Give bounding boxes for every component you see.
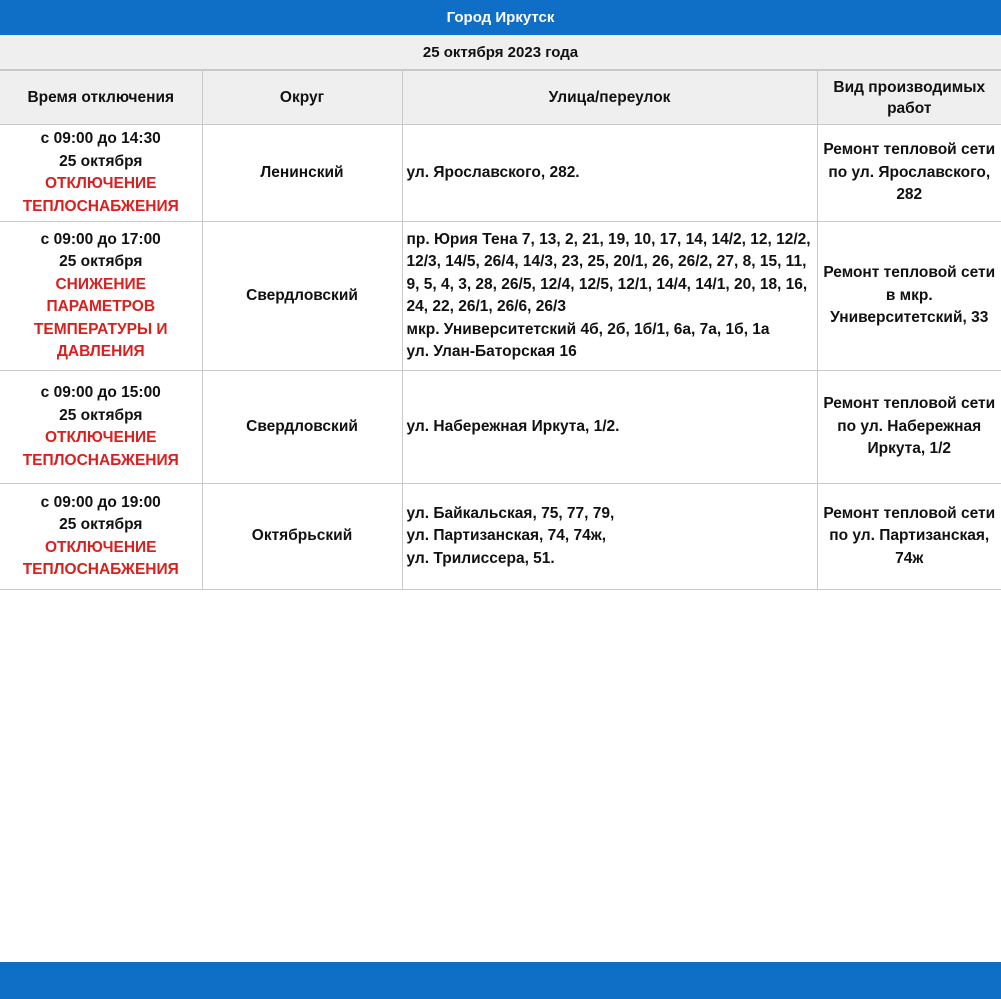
outage-day: 25 октября: [59, 152, 143, 170]
outage-day: 25 октября: [59, 406, 143, 424]
street-cell: [402, 125, 817, 222]
outage-time-cell: [0, 222, 202, 371]
column-header-work: Вид производимых работ: [817, 71, 1001, 125]
table-row: [0, 222, 1001, 371]
outage-time-cell: [0, 371, 202, 484]
table-row: [0, 484, 1001, 590]
street-line: ул. Трилиссера, 51.: [406, 549, 555, 567]
street-line: ул. Набережная Иркута, 1/2.: [406, 417, 620, 435]
outage-status: СНИЖЕНИЕ: [55, 275, 147, 293]
outage-status: ТЕПЛОСНАБЖЕНИЯ: [22, 561, 179, 578]
street-line: ул. Байкальская, 75, 77, 79,: [406, 504, 615, 522]
district-cell: Свердловский: [202, 222, 402, 371]
schedule-date: 25 октября 2023 года: [0, 35, 1001, 70]
time-range: с 09:00 до 14:30: [40, 130, 161, 147]
street-line: ул. Партизанская, 74, 74ж,: [406, 527, 607, 545]
work-type-cell: Ремонт тепловой сети по ул. Ярославского, 282: [817, 125, 1001, 222]
street-line: ул. Улан-Баторская 16: [406, 343, 577, 360]
table-row: [0, 125, 1001, 222]
table-row: [0, 371, 1001, 484]
street-cell: [402, 222, 817, 371]
district-cell: Ленинский: [202, 125, 402, 222]
street-line: пр. Юрия Тена 7, 13, 2, 21, 19, 10, 17, 14, 14/2, 12, 12/2, 12/3, 14/5, 26/4, 14/3, 23, 25, 20/1, 26, 26/2, 27, 8, 15, 11, 9, 5, 4, 3, 28, 26/5, 12/4, 12/5, 12/1, 14/4, 14/1, 20, 18, 16, 24, 22, 26/1, 26/6, 26/3: [406, 230, 811, 315]
footer-bar: [0, 962, 1001, 999]
time-range: с 09:00 до 19:00: [40, 493, 161, 511]
time-range: с 09:00 до 15:00: [40, 384, 161, 401]
column-header-district: Округ: [202, 71, 402, 125]
outage-status: ОТКЛЮЧЕНИЕ: [44, 175, 157, 192]
work-type-cell: Ремонт тепловой сети в мкр. Университетский, 33: [817, 222, 1001, 371]
outage-status: ПАРАМЕТРОВ: [46, 298, 156, 315]
outage-time-cell: [0, 484, 202, 590]
column-header-street: Улица/переулок: [402, 71, 817, 125]
street-cell: [402, 371, 817, 484]
outage-status: ОТКЛЮЧЕНИЕ: [44, 538, 157, 556]
district-cell: Свердловский: [202, 371, 402, 484]
outage-status: ТЕМПЕРАТУРЫ И: [33, 320, 168, 338]
outage-status: ТЕПЛОСНАБЖЕНИЯ: [22, 451, 179, 469]
outage-status: ДАВЛЕНИЯ: [56, 343, 145, 360]
district-cell: Октябрьский: [202, 484, 402, 590]
outage-time-cell: [0, 125, 202, 222]
outage-status: ОТКЛЮЧЕНИЕ: [44, 429, 157, 446]
street-line: мкр. Университетский 4б, 2б, 1б/1, 6а, 7а, 1б, 1а: [406, 320, 770, 338]
work-type-cell: Ремонт тепловой сети по ул. Партизанская, 74ж: [817, 484, 1001, 590]
outage-day: 25 октября: [59, 516, 143, 533]
city-title: Город Иркутск: [0, 0, 1001, 35]
street-cell: [402, 484, 817, 590]
table-header-row: [0, 71, 1001, 125]
outage-day: 25 октября: [59, 253, 143, 270]
street-line: ул. Ярославского, 282.: [406, 163, 580, 181]
outage-table: [0, 70, 1001, 590]
time-range: с 09:00 до 17:00: [40, 230, 161, 248]
column-header-time: Время отключения: [0, 71, 202, 125]
work-type-cell: Ремонт тепловой сети по ул. Набережная Иркута, 1/2: [817, 371, 1001, 484]
outage-status: ТЕПЛОСНАБЖЕНИЯ: [22, 197, 179, 215]
